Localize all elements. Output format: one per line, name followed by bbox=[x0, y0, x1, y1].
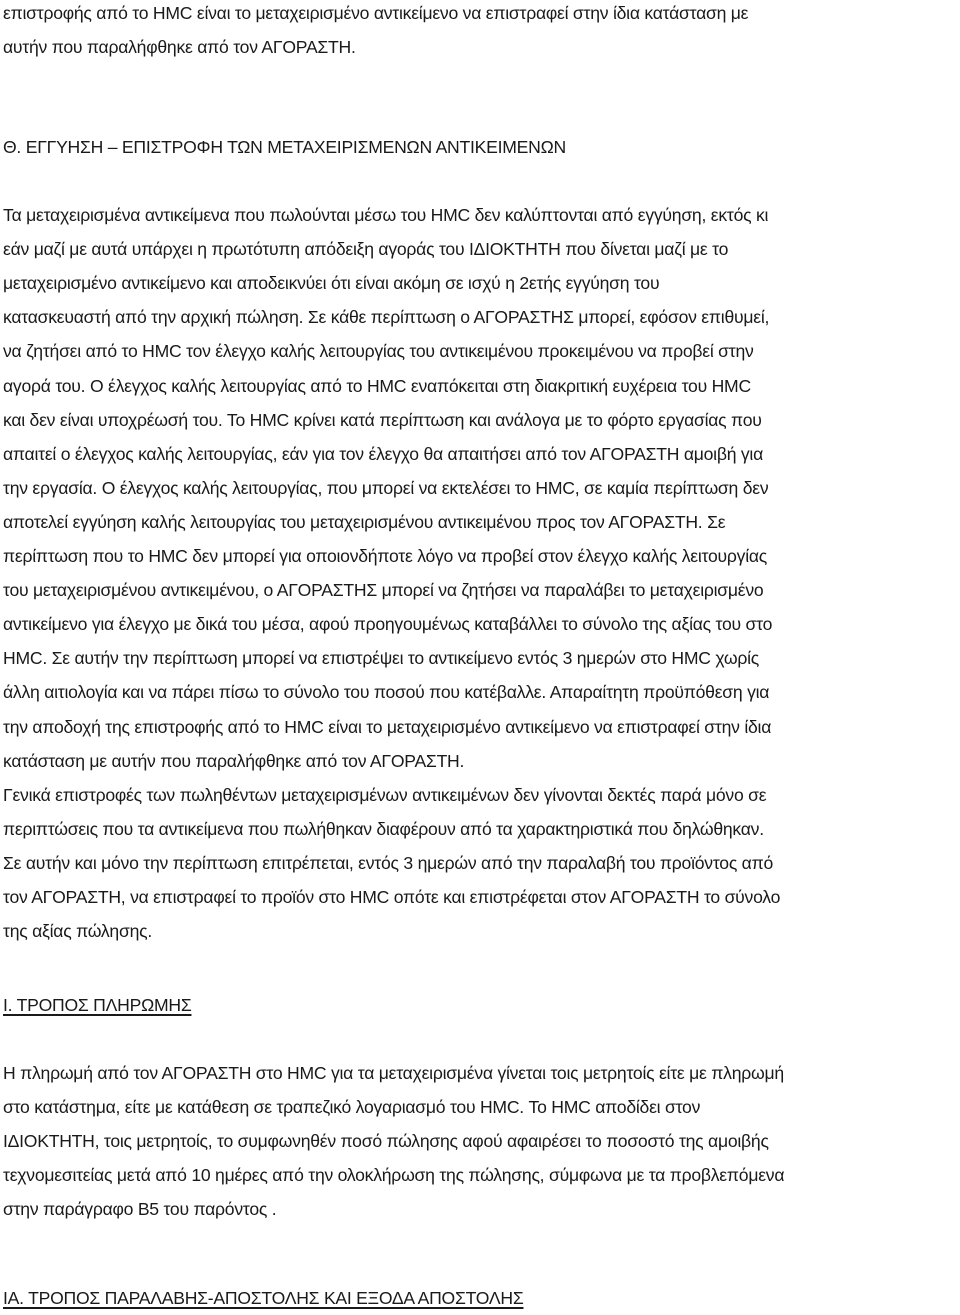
guarantee-paragraph bbox=[3, 198, 780, 778]
text-line: περιπτώσεις που τα αντικείμενα που πωλήθηκαν διαφέρουν από τα χαρακτηριστικά που δηλώθηκαν. bbox=[3, 818, 764, 839]
section-heading-text: ΙΑ. ΤΡΟΠΟΣ ΠΑΡΑΛΑΒΗΣ-ΑΠΟΣΤΟΛΗΣ ΚΑΙ ΕΞΟΔΑ ΑΠΟΣΤΟΛΗΣ bbox=[3, 1288, 524, 1308]
section-heading bbox=[3, 988, 784, 1022]
text-line: κατασκευαστή από την αρχική πώληση. Σε κάθε περίπτωση ο ΑΓΟΡΑΣΤΗΣ μπορεί, εφόσον επιθυμεί, bbox=[3, 307, 770, 328]
text-line: αποτελεί εγγύηση καλής λειτουργίας του μεταχειρισμένου αντικειμένου προς τον ΑΓΟΡΑΣΤΗ. Σε bbox=[3, 511, 726, 532]
text-line: του μεταχειρισμένου αντικειμένου, ο ΑΓΟΡΑΣΤΗΣ μπορεί να ζητήσει να παραλάβει το μεταχειρισμένο bbox=[3, 580, 764, 601]
text-line: τεχνομεσιτείας μετά από 10 ημέρες από την ολοκλήρωση της πώλησης, σύμφωνα με τα προβλεπόμενα bbox=[3, 1165, 785, 1186]
text-line: Η πληρωμή από τον ΑΓΟΡΑΣΤΗ στο ΗΜC για τα μεταχειρισμένα γίνεται τοις μετρητοίς είτε με πληρωμή bbox=[3, 1063, 784, 1084]
text-line: κατάσταση με αυτήν που παραλήφθηκε από τον ΑΓΟΡΑΣΤΗ. bbox=[3, 750, 465, 771]
text-line: την εργασία. Ο έλεγχος καλής λειτουργίας, που μπορεί να εκτελέσει το ΗΜC, σε καμία περίπτωση δεν bbox=[3, 477, 769, 498]
text-line: επιστροφής από το ΗΜC είναι το μεταχειρισμένο αντικείμενο να επιστραφεί στην ίδια κατάσταση με bbox=[3, 3, 749, 23]
text-line: στην παράγραφο Β5 του παρόντος . bbox=[3, 1199, 277, 1220]
text-line: Σε αυτήν και μόνο την περίπτωση επιτρέπεται, εντός 3 ημερών από την παραλαβή του προϊόντος από bbox=[3, 852, 774, 873]
text-line: την αποδοχή της επιστροφής από το ΗΜC είναι το μεταχειρισμένο αντικείμενο να επιστραφεί στην ίδια bbox=[3, 716, 772, 737]
section-heading-text: Ι. ΤΡΟΠΟΣ ΠΛΗΡΩΜΗΣ bbox=[3, 995, 192, 1015]
text-line: αντικείμενο για έλεγχο με δικά του μέσα, αφού προηγουμένως καταβάλλει το σύνολο της αξίας του στο bbox=[3, 614, 773, 635]
section-iota bbox=[3, 988, 784, 1227]
text-line: να ζητήσει από το ΗΜC τον έλεγχο καλής λειτουργίας του αντικειμένου προκειμένου να προβεί στην bbox=[3, 341, 754, 362]
returns-paragraph bbox=[3, 778, 780, 948]
text-line: και δεν είναι υποχρέωσή του. Το ΗΜC κρίνει κατά περίπτωση και ανάλογα με το φόρτο εργασίας που bbox=[3, 409, 762, 430]
text-line: αγορά του. Ο έλεγχος καλής λειτουργίας από το ΗΜC εναπόκειται στη διακριτική ευχέρεια του ΗΜC bbox=[3, 375, 751, 396]
text-line: άλλη αιτιολογία και να πάρει πίσω το σύνολο του ποσού που κατέβαλλε. Απαραίτητη προϋπόθεση για bbox=[3, 682, 770, 703]
text-line: ΙΔΙΟΚΤΗΤΗ, τοις μετρητοίς, το συμφωνηθέν ποσό πώλησης αφού αφαιρέσει το ποσοστό της αμοιβής bbox=[3, 1131, 769, 1152]
text-line: αυτήν που παραλήφθηκε από τον ΑΓΟΡΑΣΤΗ. bbox=[3, 37, 356, 58]
text-line: Τα μεταχειρισμένα αντικείμενα που πωλούνται μέσω του ΗΜC δεν καλύπτονται από εγγύηση, εκτός κι bbox=[3, 205, 769, 226]
text-line: περίπτωση που το ΗΜC δεν μπορεί για οποιονδήποτε λόγο να προβεί στον έλεγχο καλής λειτουργίας bbox=[3, 546, 768, 567]
payment-paragraph bbox=[3, 1056, 784, 1226]
text-line: μεταχειρισμένο αντικείμενο και αποδεικνύει ότι είναι ακόμη σε ισχύ η 2ετής εγγύηση του bbox=[3, 273, 660, 294]
text-line: εάν μαζί με αυτά υπάρχει η πρωτότυπη απόδειξη αγοράς του ΙΔΙΟΚΤΗΤΗ που δίνεται μαζί με το bbox=[3, 239, 729, 260]
text-line: της αξίας πώλησης. bbox=[3, 921, 152, 942]
section-heading: Θ. ΕΓΓΥΗΣΗ – ΕΠΙΣΤΡΟΦΗ ΤΩΝ ΜΕΤΑΧΕΙΡΙΣΜΕΝΩΝ ΑΝΤΙΚΕΙΜΕΝΩΝ bbox=[3, 137, 566, 157]
intro-paragraph bbox=[3, 0, 748, 64]
text-line: τον ΑΓΟΡΑΣΤΗ, να επιστραφεί το προϊόν στο ΗΜC οπότε και επιστρέφεται στον ΑΓΟΡΑΣΤΗ το σύνολο bbox=[3, 886, 781, 907]
text-line: στο κατάστημα, είτε με κατάθεση σε τραπεζικό λογαριασμό του ΗΜC. Το ΗΜC αποδίδει στον bbox=[3, 1097, 701, 1118]
text-line: απαιτεί ο έλεγχος καλής λειτουργίας, εάν για τον έλεγχο θα απαιτήσει από τον ΑΓΟΡΑΣΤΗ αμοιβή για bbox=[3, 443, 764, 464]
section-theta bbox=[3, 130, 780, 948]
section-heading bbox=[3, 1281, 523, 1315]
section-iota-alpha bbox=[3, 1281, 523, 1315]
text-line: Γενικά επιστροφές των πωληθέντων μεταχειρισμένων αντικειμένων δεν γίνονται δεκτές παρά μόνο σε bbox=[3, 784, 767, 805]
text-line: ΗΜC. Σε αυτήν την περίπτωση μπορεί να επιστρέψει το αντικείμενο εντός 3 ημερών στο ΗΜC χωρίς bbox=[3, 648, 760, 669]
